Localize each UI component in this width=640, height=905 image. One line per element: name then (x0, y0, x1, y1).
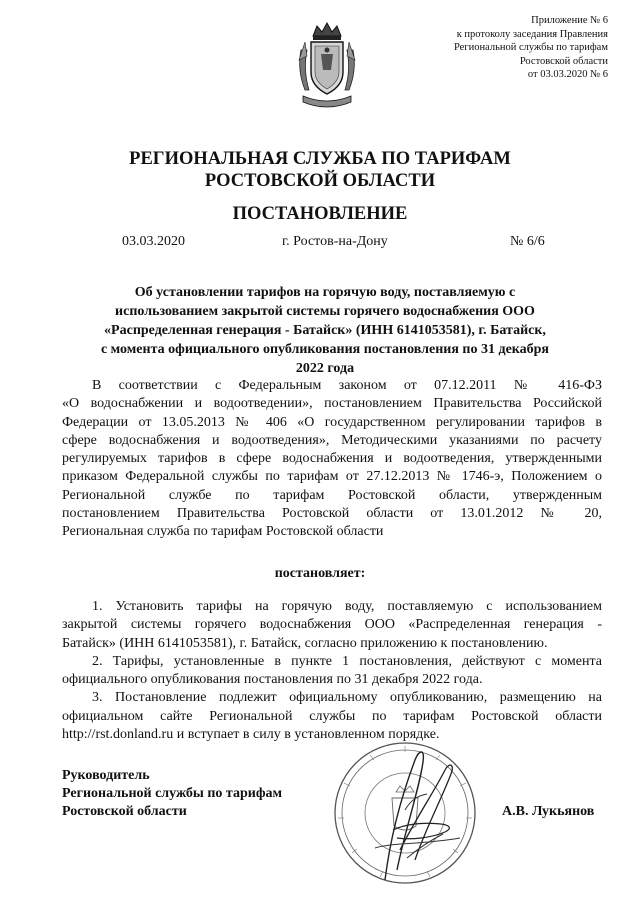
appendix-note (348, 14, 608, 82)
appendix-line: Региональной службы по тарифам (453, 42, 608, 54)
appendix-line: Приложение № 6 (531, 15, 608, 26)
signature-block (62, 767, 282, 821)
document-type: ПОСТАНОВЛЕНИЕ (232, 204, 408, 224)
document-date: 03.03.2020 (122, 234, 185, 249)
resolves-heading: постановляет: (274, 566, 366, 581)
subject-line: с момента официального опубликования постановления по 31 декабря (100, 342, 550, 357)
appendix-line: к протоколу заседания Правления (456, 28, 608, 40)
agency-name (0, 148, 640, 192)
subject-line: использованием закрытой системы горячего водоснабжения ООО (115, 304, 535, 319)
preamble-line: регулируемых тарифов в сфере водоснабжения и водоотведения, утвержденными (62, 451, 602, 467)
item-line: Батайск» (ИНН 6141053581), г. Батайск, согласно приложению к постановлению. (62, 635, 548, 651)
preamble-line: Региональная служба по тарифам Ростовской области (62, 524, 384, 540)
preamble-paragraph (62, 377, 602, 542)
agency-name-line: РОСТОВСКОЙ ОБЛАСТИ (204, 171, 436, 191)
document-city: г. Ростов-на-Дону (282, 234, 388, 249)
appendix-line: от 03.03.2020 № 6 (527, 69, 608, 81)
preamble-line: приказом Федеральной службы по тарифам от 27.12.2013 № 1746-э, Положением о (62, 469, 602, 485)
item-line: 3. Постановление подлежит официальному опубликованию, размещению на (92, 690, 602, 706)
document-subject (90, 283, 560, 378)
preamble-line: В соответствии с Федеральным законом от 07.12.2011 № 416-ФЗ (92, 378, 602, 393)
item-line: закрытой системы горячего водоснабжения ООО «Распределенная генерация - (62, 617, 602, 633)
item-line: официальном сайте Региональной службы по тарифам Ростовской области (62, 708, 602, 724)
item-line: http://rst.donland.ru и вступает в силу в установленном порядке. (62, 727, 440, 743)
subject-line: 2022 года (295, 361, 355, 376)
signer-position-line: Ростовской области (62, 804, 187, 819)
signer-position-line: Региональной службы по тарифам (62, 786, 283, 801)
subject-line: Об установлении тарифов на горячую воду, поставляемую с (134, 285, 516, 300)
signer-position-line: Руководитель (62, 768, 150, 783)
agency-name-line: РЕГИОНАЛЬНАЯ СЛУЖБА ПО ТАРИФАМ (129, 149, 511, 169)
signer-name: А.В. Лукьянов (502, 804, 595, 819)
preamble-line: Федерации от 13.05.2013 № 406 «О государственном регулировании тарифов в (62, 414, 602, 430)
item-line: 1. Установить тарифы на горячую воду, поставляемую с использованием (92, 599, 602, 614)
preamble-line: «О водоснабжении и водоотведении», постановлением Правительства Российской (62, 396, 602, 412)
appendix-line: Ростовской области (519, 55, 608, 67)
rostov-region-coat-of-arms-icon (295, 20, 359, 112)
preamble-line: постановлением Правительства Ростовской области от 13.01.2012 № 20, (62, 506, 602, 522)
handwritten-signature-icon (345, 730, 495, 890)
item-line: официального опубликования постановления по 31 декабря 2022 года. (62, 672, 483, 688)
resolution-items (62, 598, 602, 744)
preamble-line: Региональной службе по тарифам Ростовской области, утвержденным (62, 487, 602, 503)
document-number: № 6/6 (510, 234, 545, 249)
item-line: 2. Тарифы, установленные в пункте 1 постановления, действуют с момента (92, 653, 602, 669)
subject-line: «Распределенная генерация - Батайск» (ИНН 6141053581), г. Батайск, (104, 323, 546, 338)
preamble-line: сфере водоснабжения и водоотведения», Методическими указаниями по расчету (62, 432, 602, 448)
